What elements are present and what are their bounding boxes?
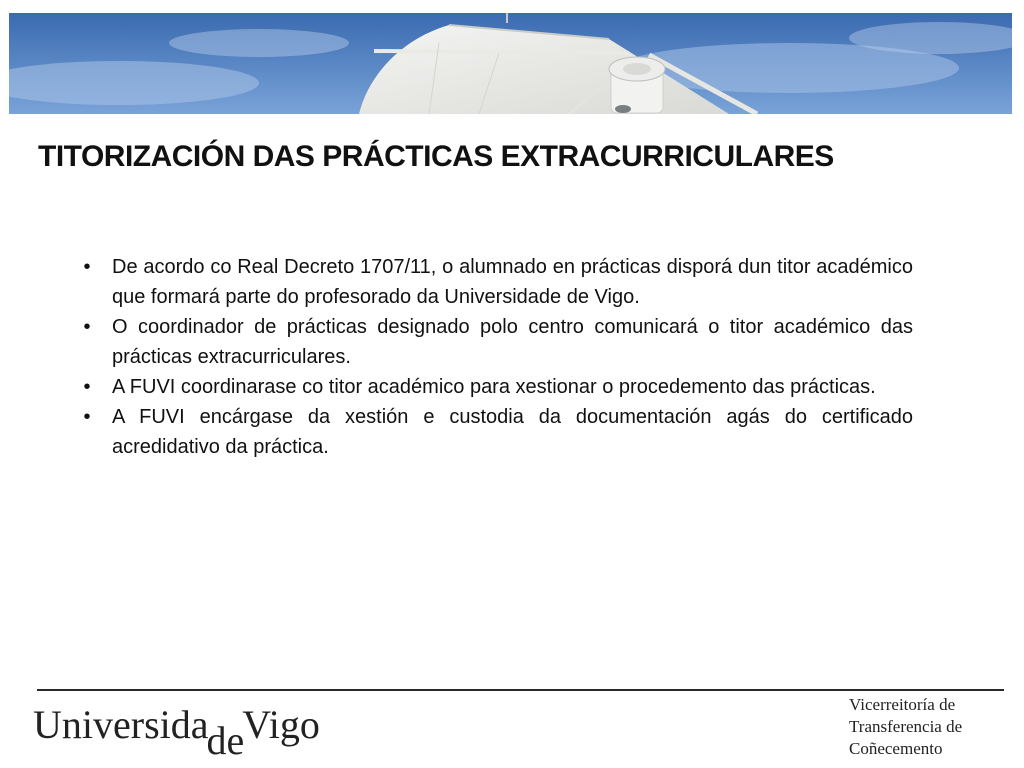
bullet-text: A FUVI encárgase da xestión e custodia da documentación agás do certificado acredidativo da práctica. [112,406,913,458]
list-item [80,402,913,462]
bullet-icon: • [83,376,91,398]
list-item [80,252,913,312]
university-logo [33,702,320,763]
list-item [80,372,913,402]
bullet-list [80,252,913,462]
vicerrectorate-line-3: Coñecemento [849,739,943,758]
bullet-icon: • [83,316,91,338]
header-banner-image [9,13,1012,114]
vicerrectorate-line-2: Transferencia de [849,717,963,736]
logo-text-vigo: Vigo [242,702,320,747]
bullet-text: De acordo co Real Decreto 1707/11, o alumnado en prácticas disporá dun titor académico que formará parte do profesorado da Universidade de Vigo. [112,256,913,308]
logo-text-universida: Universida [33,702,209,747]
slide-title: TITORIZACIÓN DAS PRÁCTICAS EXTRACURRICULARES [38,140,834,173]
list-item [80,312,913,372]
bullet-text: O coordinador de prácticas designado polo centro comunicará o titor académico das prácticas extracurriculares. [112,316,913,368]
footer-divider [37,689,1004,691]
bullet-text: A FUVI coordinarase co titor académico para xestionar o procedemento das prácticas. [112,376,876,398]
vicerrectorate-line-1: Vicerreitoría de [849,695,956,714]
logo-text-de: de [206,718,245,763]
bullet-icon: • [83,406,91,428]
vicerrectorate-label [849,694,1019,760]
bullet-icon: • [83,256,91,278]
